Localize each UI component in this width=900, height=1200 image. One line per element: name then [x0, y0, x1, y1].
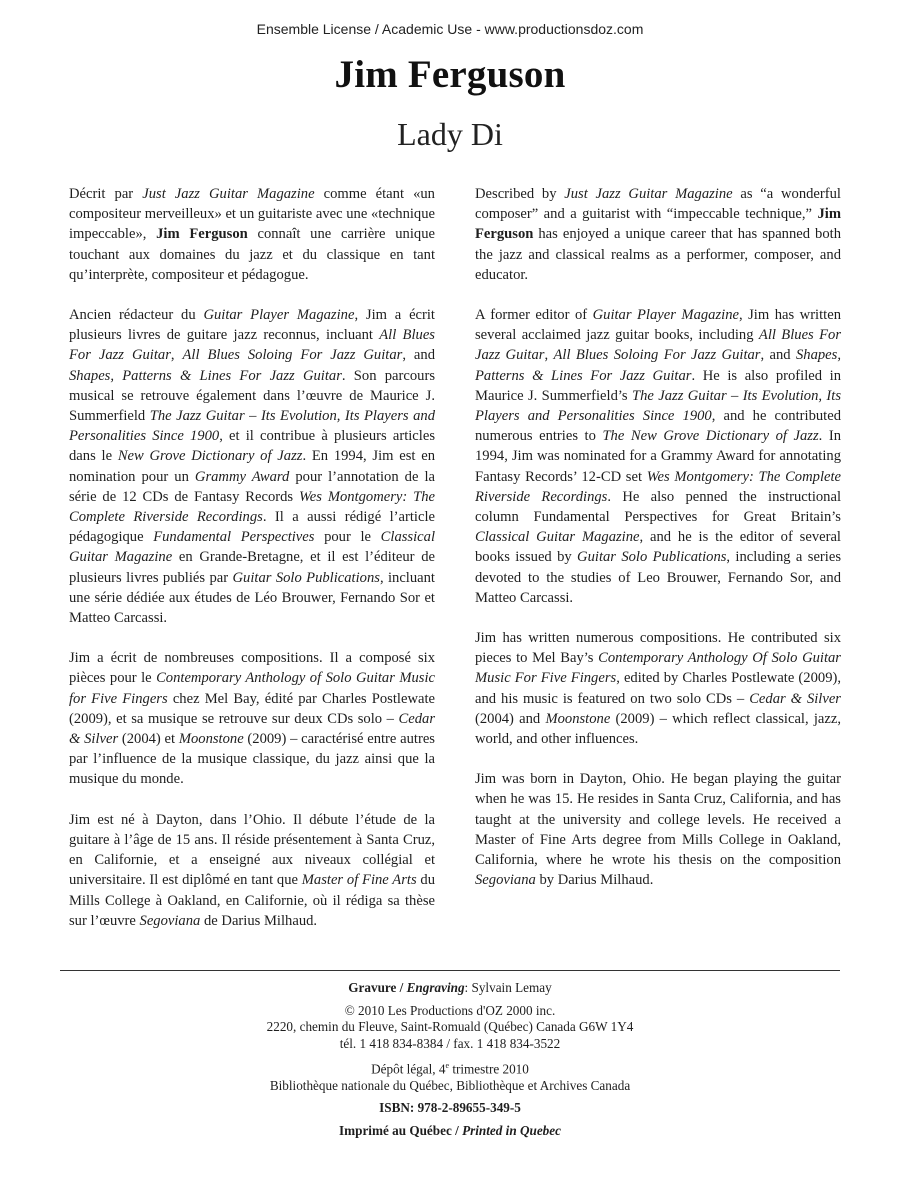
library-line: Bibliothèque nationale du Québec, Bibliothèque et Archives Canada [269, 1077, 631, 1093]
engraving-label-fr: Gravure / [348, 980, 404, 995]
bio-fr-paragraph: Décrit par Just Jazz Guitar Magazine comme étant «un compositeur merveilleux» et un guitariste avec une «technique impeccable», Jim Ferguson connaît une carrière unique touchant aux domaines du jazz et du classique en tant qu’interprète, compositeur et pédagogue. [69, 186, 435, 283]
bio-en-paragraph: Jim was born in Dayton, Ohio. He began playing the guitar when he was 15. He resides in Santa Cruz, California, and has taught at the university and college levels. He received a Master of Fine Arts degree from Mills College in Oakland, California, where he wrote his thesis on the composition Segoviana by Darius Milhaud. [475, 771, 841, 889]
bio-fr-paragraph: Ancien rédacteur du Guitar Player Magazine, Jim a écrit plusieurs livres de guitare jazz reconnus, incluant All Blues For Jazz Guitar, All Blues Soloing For Jazz Guitar, and Shapes, Patterns & Lines For Jazz Guitar. Son parcours musical se retrouve également dans l’œuvre de Maurice J. Summerfield The Jazz Guitar – Its Evolution, Its Players and Personalities Since 1900, et il contribue à plusieurs articles dans le New Grove Dictionary of Jazz. En 1994, Jim est en nomination pour un Grammy Award pour l’annotation de la série de 12 CDs de Fantasy Records Wes Montgomery: The Complete Riverside Recordings. Il a aussi rédigé l’article pédagogique Fundamental Perspectives pour le Classical Guitar Magazine en Grande-Bretagne, et il est l’éditeur de plusieurs livres publiés par Guitar Solo Publications, incluant une série dédiée aux études de Léo Brouwer, Fernando Sor et Matteo Carcassi. [69, 307, 436, 627]
bio-en-paragraph: Described by Just Jazz Guitar Magazine as “a wonderful composer” and a guitarist with “impeccable technique,” Jim Ferguson has enjoyed a unique career that has spanned both the jazz and classical realms as a performer, composer, and educator. [475, 186, 841, 283]
publisher-info [0, 1003, 900, 1053]
bio-en-paragraph: Jim has written numerous compositions. He contributed six pieces to Mel Bay’s Contemporary Anthology Of Solo Guitar Music For Five Fingers, edited by Charles Postlewate (2009), and his music is featured on two solo CDs – Cedar & Silver (2004) and Moonstone (2009) – which reflect classical, jazz, world, and other influences. [475, 630, 841, 748]
printed-in: Imprimé au Québec / Printed in Quebec [339, 1122, 561, 1138]
bio-fr-paragraph: Jim est né à Dayton, dans l’Ohio. Il débute l’étude de la guitare à l’âge de 15 ans. Il réside présentement à Santa Cruz, en Californie, et a enseigné aux niveaux collégial et universitaire. Il est diplômé en tant que Master of Fine Arts du Mills College à Oakland, en Californie, où il rédiga sa thèse sur l’œuvre Segoviana de Darius Milhaud. [69, 811, 436, 929]
isbn: ISBN: 978-2-89655-349-5 [379, 1100, 521, 1116]
publisher-address: 2220, chemin du Fleuve, Saint-Romuald (Québec) Canada G6W 1Y4 [266, 1019, 634, 1034]
bio-en-paragraph: A former editor of Guitar Player Magazine, Jim has written several acclaimed jazz guitar books, including All Blues For Jazz Guitar, All Blues Soloing For Jazz Guitar, and Shapes, Patterns & Lines For Jazz Guitar. He is also profiled in Maurice J. Summerfield’s The Jazz Guitar – Its Evolution, Its Players and Personalities Since 1900, and he contributed numerous entries to The New Grove Dictionary of Jazz. In 1994, Jim was nominated for a Grammy Award for annotating Fantasy Records’ 12-CD set Wes Montgomery: The Complete Riverside Recordings. He also penned the instructional column Fundamental Perspectives for Great Britain’s Classical Guitar Magazine, and he is the editor of several books issued by Guitar Solo Publications, including a series devoted to the studies of Leo Brouwer, Fernando Sor, and Matteo Carcassi. [475, 307, 842, 606]
engraver-name: : Sylvain Lemay [464, 980, 552, 995]
engraving-credit [0, 980, 900, 997]
composer-name: Jim Ferguson [334, 53, 566, 96]
bio-fr-paragraph: Jim a écrit de nombreuses compositions. Il a composé six pièces pour le Contemporary Anthology of Solo Guitar Music for Five Fingers chez Mel Bay, édité par Charles Postlewate (2009), et sa musique se retrouve sur deux CDs solo – Cedar & Silver (2004) et Moonstone (2009) – caractérisé entre autres par l’influence de la musique classique, du jazz ainsi que la musique du monde. [69, 650, 435, 788]
legal-deposit [0, 1058, 900, 1094]
colophon [0, 980, 900, 1145]
license-notice: Ensemble License / Academic Use - www.productionsdoz.com [256, 21, 644, 37]
biography-english [475, 184, 841, 911]
divider [60, 970, 840, 971]
publisher-phone: tél. 1 418 834-8384 / fax. 1 418 834-3522 [339, 1035, 561, 1051]
legal-deposit-line: Dépôt légal, 4e trimestre 2010 [371, 1061, 529, 1077]
copyright-line: © 2010 Les Productions d'OZ 2000 inc. [344, 1002, 556, 1018]
piece-title: Lady Di [397, 116, 503, 152]
biography-french [69, 184, 435, 951]
engraving-label-en: Engraving [406, 980, 465, 995]
